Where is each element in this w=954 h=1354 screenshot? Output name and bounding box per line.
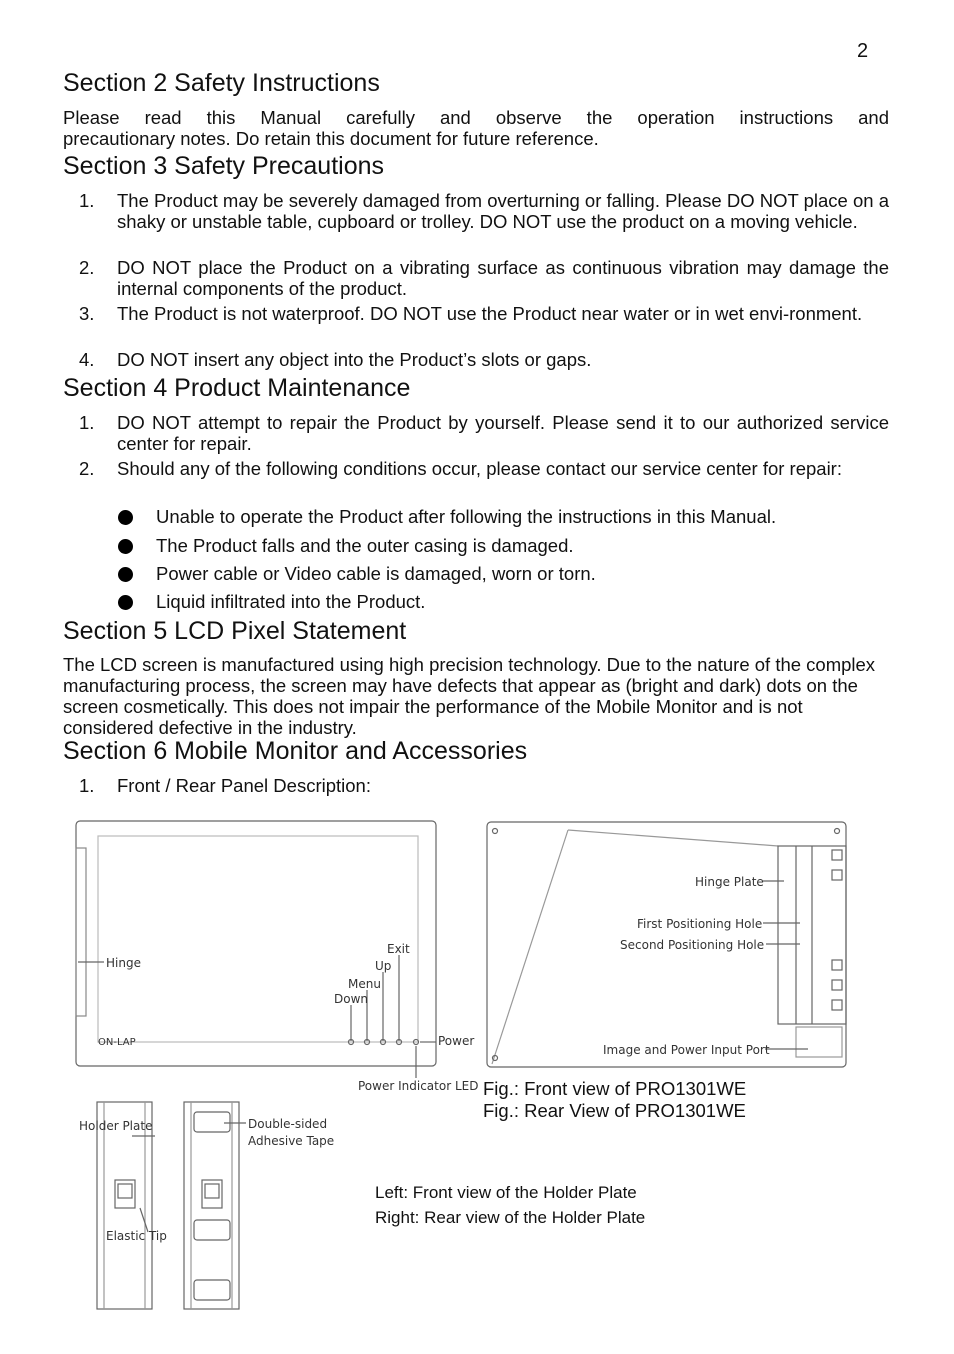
elastic-tip-label: Elastic Tip [106,1229,167,1243]
section-6-heading: Section 6 Mobile Monitor and Accessories [63,737,528,765]
section-2-heading: Section 2 Safety Instructions [63,69,380,97]
list-text: DO NOT place the Product on a vibrating surface as continuous vibration may damage the internal components of the product. [117,257,889,299]
bullet-text: Power cable or Video cable is damaged, worn or torn. [156,563,596,584]
holder-plate-front [97,1102,155,1309]
second-hole-label: Second Positioning Hole [620,938,765,952]
section-2-paragraph-line1: Please read this Manual carefully and observe the operation instructions and [63,107,889,128]
tape-label-line1: Double-sided [248,1117,328,1131]
list-text: DO NOT insert any object into the Product’s slots or gaps. [117,349,592,370]
power-label: Power [438,1034,475,1048]
bullet-text: Unable to operate the Product after following the instructions in this Manual. [156,506,777,527]
list-text: Front / Rear Panel Description: [117,775,371,796]
list-text: The Product is not waterproof. DO NOT use the Product near water or in wet envi-ronment. [117,303,863,324]
caption-holder-left: Left: Front view of the Holder Plate [375,1183,637,1202]
list-number: 1. [79,775,95,796]
section-5-paragraph: The LCD screen is manufactured using high precision technology. Due to the nature of the complex manufacturing process, the screen may have defects that appear as (bright and dark) dots on the screen cosmetically. This does not impair the performance of the Mobile Monitor and is not considered defective in the industry. [63,654,876,738]
list-number: 4. [79,349,95,370]
front-logo: ON-LAP [98,1037,136,1048]
menu-label: Menu [348,977,381,991]
down-label: Down [334,992,369,1006]
caption-holder-right: Right: Rear view of the Holder Plate [375,1208,646,1227]
section-2-paragraph-line2: precautionary notes. Do retain this document for future reference. [63,128,599,149]
list-number: 3. [79,303,95,324]
hinge-plate-label: Hinge Plate [695,875,764,889]
list-number: 2. [79,257,95,278]
hinge-label: Hinge [106,956,141,970]
page-number: 2 [857,40,869,62]
holder-plate-rear [184,1102,246,1309]
power-led-label: Power Indicator LED [358,1079,479,1093]
exit-label: Exit [387,942,410,956]
section-5-heading: Section 5 LCD Pixel Statement [63,617,407,645]
caption-front-view: Fig.: Front view of PRO1301WE [483,1078,747,1099]
input-port-label: Image and Power Input Port [603,1043,770,1057]
up-label: Up [375,959,392,973]
holder-plate-label: Holder Plate [79,1119,153,1133]
list-text: DO NOT attempt to repair the Product by yourself. Please send it to our authorized service center for repair. [117,412,889,454]
tape-label-line2: Adhesive Tape [248,1134,335,1148]
section-4-heading: Section 4 Product Maintenance [63,374,411,402]
caption-rear-view: Fig.: Rear View of PRO1301WE [483,1100,746,1121]
list-number: 2. [79,458,95,479]
list-text: The Product may be severely damaged from overturning or falling. Please DO NOT place on a shaky or unstable table, cupboard or trolley. DO NOT use the product on a moving vehicle. [117,190,889,232]
list-number: 1. [79,412,95,433]
bullet-text: Liquid infiltrated into the Product. [156,591,426,612]
first-hole-label: First Positioning Hole [637,917,763,931]
list-text: Should any of the following conditions occur, please contact our service center for repair: [117,458,842,479]
section-3-heading: Section 3 Safety Precautions [63,152,385,180]
list-number: 1. [79,190,95,211]
bullet-text: The Product falls and the outer casing is damaged. [156,535,574,556]
